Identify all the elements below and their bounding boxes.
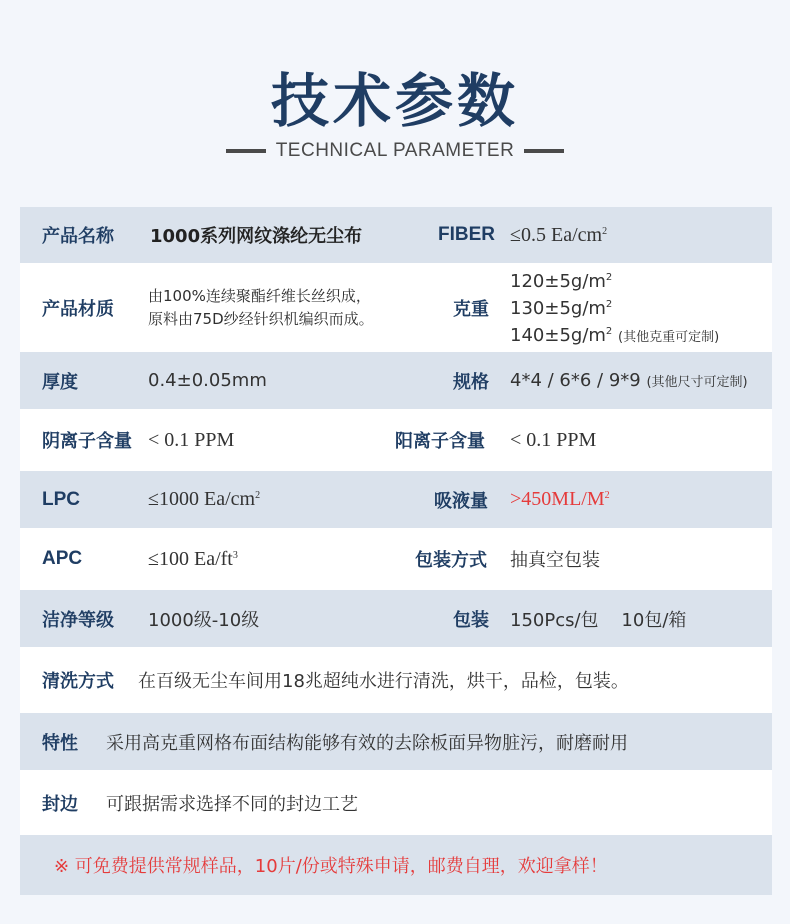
row-label: 产品材质 bbox=[42, 298, 114, 320]
row-label: 规格 bbox=[453, 371, 489, 393]
table-row bbox=[20, 471, 772, 528]
row-label: FIBER bbox=[438, 224, 495, 245]
row-label: LPC bbox=[42, 488, 80, 510]
notice-row bbox=[20, 835, 772, 895]
row-value: ≤1000 $Ea/cm^2$ bbox=[148, 488, 261, 510]
page-title: 技术参数 bbox=[270, 67, 519, 135]
table-row bbox=[20, 770, 772, 835]
row-label: 特性 bbox=[42, 732, 78, 754]
row-label: 阴离子含量 bbox=[42, 431, 132, 452]
row-value: 在百级无尘车间用18兆超纯水进行清洗，烘干，品检，包装。 bbox=[138, 671, 629, 692]
row-label: 洁净等级 bbox=[42, 609, 114, 631]
table-row bbox=[20, 409, 772, 471]
row-value: 0.4±0.05mm bbox=[148, 370, 267, 391]
row-value: 抽真空包装 bbox=[510, 550, 600, 571]
row-value: 4*4 / 6*6 / 9*9 (其他尺寸可定制) bbox=[510, 370, 748, 391]
sample-notice: ※ 可免费提供常规样品，10片/份或特殊申请，邮费自理，欢迎拿样！ bbox=[54, 856, 608, 877]
row-label: 包装 bbox=[453, 609, 489, 631]
row-label: 包装方式 bbox=[415, 550, 487, 571]
row-value: < 0.1 PPM bbox=[510, 428, 597, 451]
page-subtitle: TECHNICAL PARAMETER bbox=[275, 140, 515, 161]
row-value: 由100%连续聚酯纤维长丝织成， 原料由75D纱经针织机编织而成。 bbox=[148, 286, 374, 328]
row-value: 150Pcs/包 10包/箱 bbox=[510, 609, 687, 631]
table-row bbox=[20, 713, 772, 770]
table-row bbox=[20, 263, 772, 352]
row-value: < 0.1 PPM bbox=[148, 428, 235, 451]
row-value: 1000系列网纹涤纶无尘布 bbox=[150, 226, 363, 247]
row-label: 封边 bbox=[42, 793, 78, 815]
row-value: ≤100 $Ea/ft^3$ bbox=[148, 547, 238, 570]
row-value: 可跟据需求选择不同的封边工艺 bbox=[106, 793, 358, 815]
subtitle-left-dash bbox=[226, 149, 266, 153]
row-value: 采用高克重网格布面结构能够有效的去除板面异物脏污，耐磨耐用 bbox=[106, 732, 628, 754]
row-label: 阳离子含量 bbox=[395, 431, 485, 452]
parameter-table bbox=[20, 207, 772, 895]
row-value: ≤0.5 $Ea/cm^2$ bbox=[510, 223, 608, 246]
row-label: APC bbox=[42, 548, 83, 569]
row-label: 厚度 bbox=[42, 371, 78, 393]
row-value: 1000级-10级 bbox=[148, 609, 260, 631]
row-value: $>450ML/M^2$ bbox=[510, 488, 610, 510]
row-label: 克重 bbox=[453, 298, 489, 320]
table-row bbox=[20, 352, 772, 409]
row-label: 清洗方式 bbox=[42, 671, 114, 692]
row-value: $120\pm 5g/m^2$ $130\pm 5g/m^2$ $140\pm 5g/m^2$ (其他克重可定制) bbox=[510, 271, 720, 346]
row-label: 产品名称 bbox=[42, 226, 114, 247]
row-label: 吸液量 bbox=[434, 490, 488, 512]
table-row bbox=[20, 590, 772, 647]
subtitle-right-dash bbox=[524, 149, 564, 153]
subtitle-block bbox=[0, 140, 790, 162]
table-row bbox=[20, 528, 772, 590]
table-row bbox=[20, 647, 772, 713]
table-row bbox=[20, 207, 772, 263]
